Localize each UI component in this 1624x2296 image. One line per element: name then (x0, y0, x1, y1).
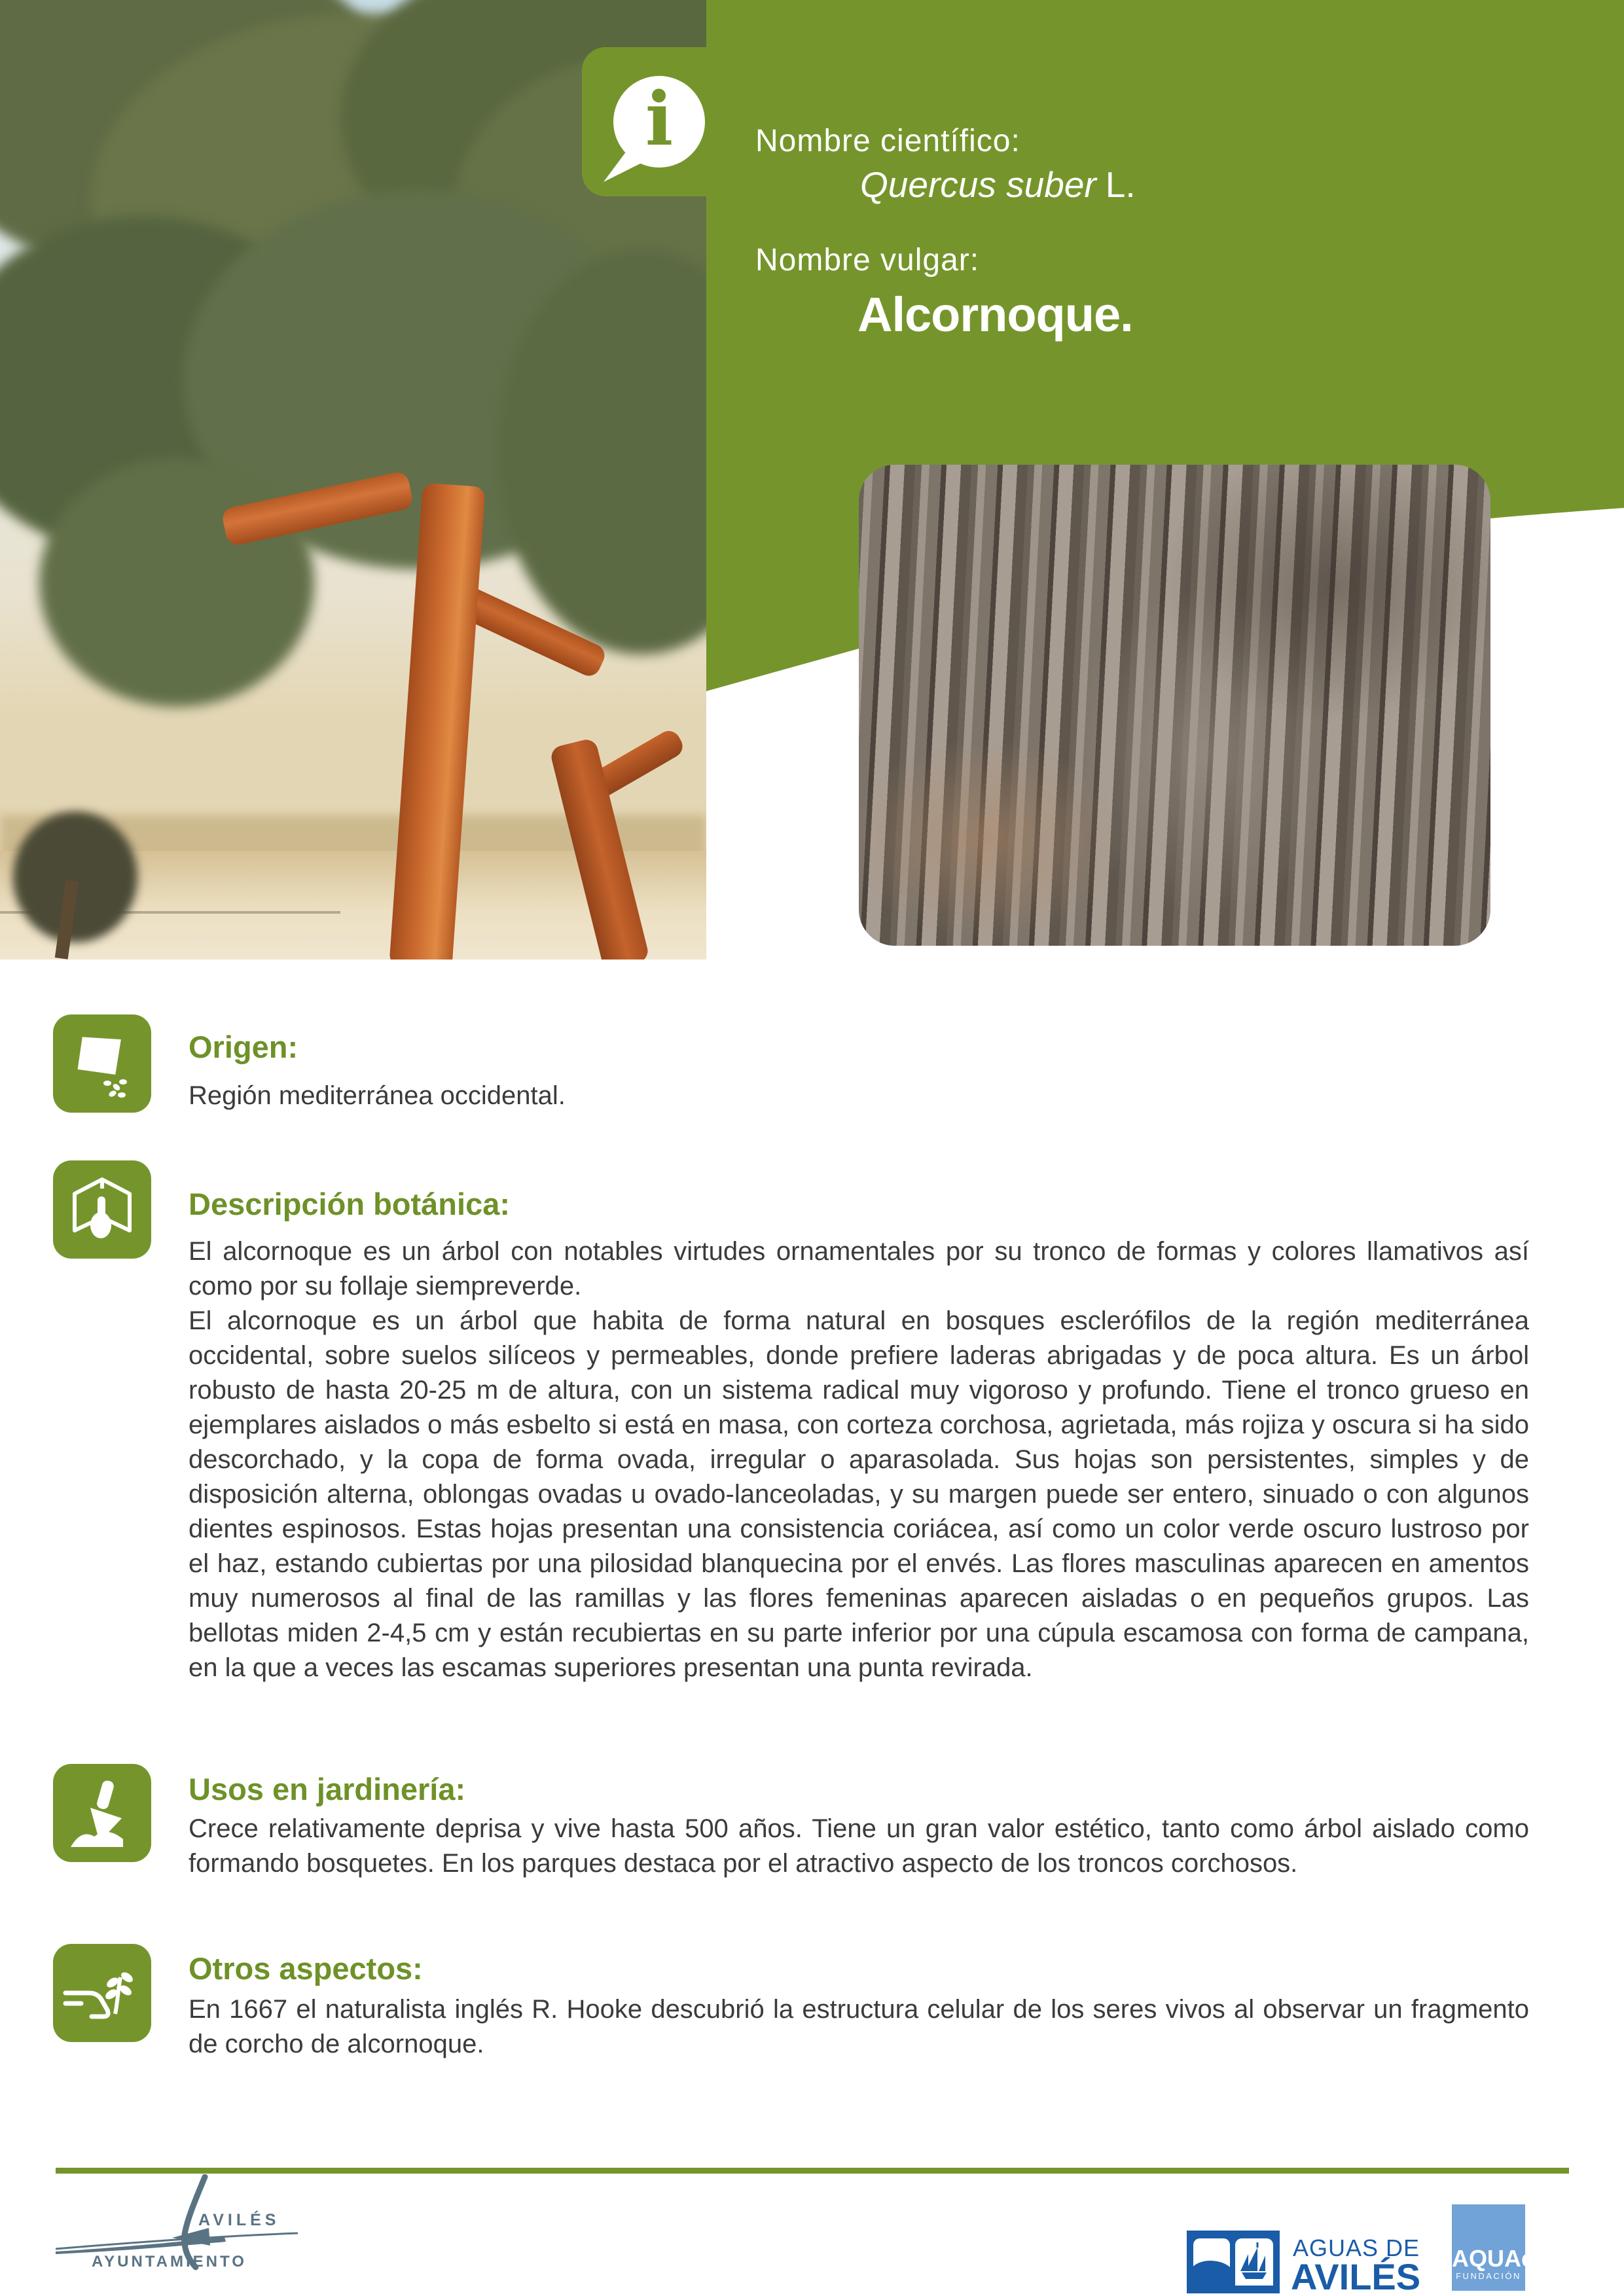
aquae-foundation-logo (1452, 2204, 1535, 2291)
scientific-name-value (860, 164, 1136, 206)
footer-divider (56, 2168, 1569, 2174)
water-window-icon (1193, 2238, 1230, 2286)
aguas-de-label: AGUAS DE (1293, 2234, 1420, 2261)
hand-plant-icon (63, 1954, 141, 2032)
seeds-packet-icon (63, 1024, 141, 1103)
scientific-name-author: L. (1105, 164, 1136, 205)
ship-icon (1235, 2238, 1273, 2286)
usos-section-body: Crece relativamente deprisa y vive hasta 500 años. Tiene un gran valor estético, tanto como árbol aislado como formando bosquetes. En los parques destaca por el atractivo aspecto de los troncos corchosos. (189, 1814, 1529, 1878)
aquae-fundacion-label: FUNDACIÓN (1456, 2271, 1521, 2281)
aviles-city-label: AVILÉS (198, 2211, 280, 2229)
aguas-de-aviles-logo (1187, 2231, 1280, 2293)
origen-section-icon (53, 1014, 151, 1113)
descripcion-section-icon (53, 1160, 151, 1259)
origen-section-body: Región mediterránea occidental. (189, 1081, 566, 1110)
otros-section-icon (53, 1944, 151, 2042)
scientific-name-italic: Quercus suber (860, 164, 1096, 205)
ship-window-icon (1235, 2238, 1273, 2286)
descripcion-paragraph: El alcornoque es un árbol que habita de forma natural en bosques esclerófilos de la región mediterránea occidental, sobre suelos silíceos y permeables, donde prefiere laderas abrigadas y de poca altura. Es un árbol robusto de hasta 20-25 m de altura, con un sistema radical muy vigoroso y profundo. Tiene el tronco grueso en ejemplares aislados o más esbelto si está en masa, con corteza corchosa, agrietada, más rojiza y oscura si ha sido descorchado, y la copa de forma ovada, irregular o aparasolada. Sus hojas son persistentes, simples y de disposición alterna, oblongas ovadas u ovado-lanceoladas, y su margen puede ser entero, sinuado o con algunos dientes espinosos. Estas hojas presentan una consistencia coriácea, así como un color verde oscuro lustroso por el haz, estando cubiertas por una pilosidad blanquecina por el envés. Las flores masculinas aparecen en amentos muy numerosos al final de las ramillas y las flores femeninas aparecen aisladas o en pequeños grupos. Las bellotas miden 2-4,5 cm y están recubiertas en su parte inferior por una cúpula escamosa con forma de campana, en la que a veces las escamas superiores presentan una punta revirada. (189, 1306, 1529, 1682)
aquae-name-label: AQUAe (1452, 2245, 1535, 2272)
descripcion-paragraph: El alcornoque es un árbol con notables virtudes ornamentales por su tronco de formas y colores llamativos así como por su follaje siempreverde. (189, 1237, 1529, 1300)
common-name-label: Nombre vulgar: (755, 243, 980, 278)
scientific-name-label: Nombre científico: (755, 124, 1020, 158)
usos-section-title: Usos en jardinería: (189, 1772, 466, 1806)
descripcion-section-title: Descripción botánica: (189, 1187, 510, 1221)
common-name-value: Alcornoque. (857, 287, 1133, 342)
usos-section-icon (53, 1764, 151, 1862)
descripcion-section-body (189, 1234, 1529, 1685)
info-icon: i (645, 76, 674, 162)
open-book-hand-icon (63, 1170, 141, 1249)
ayuntamiento-label: AYUNTAMIENTO (92, 2253, 247, 2270)
cork-bark-photo (859, 465, 1490, 946)
origen-section-title: Origen: (189, 1030, 298, 1064)
distant-tree (13, 812, 137, 942)
otros-section-title: Otros aspectos: (189, 1951, 423, 1986)
otros-section-body: En 1667 el naturalista inglés R. Hooke descubrió la estructura celular de los seres vivos al observar un fragmento de corcho de alcornoque. (189, 1995, 1529, 2058)
trowel-icon (63, 1774, 141, 1852)
aguas-aviles-label: AVILÉS (1291, 2256, 1421, 2296)
wave-icon (1193, 2261, 1230, 2286)
